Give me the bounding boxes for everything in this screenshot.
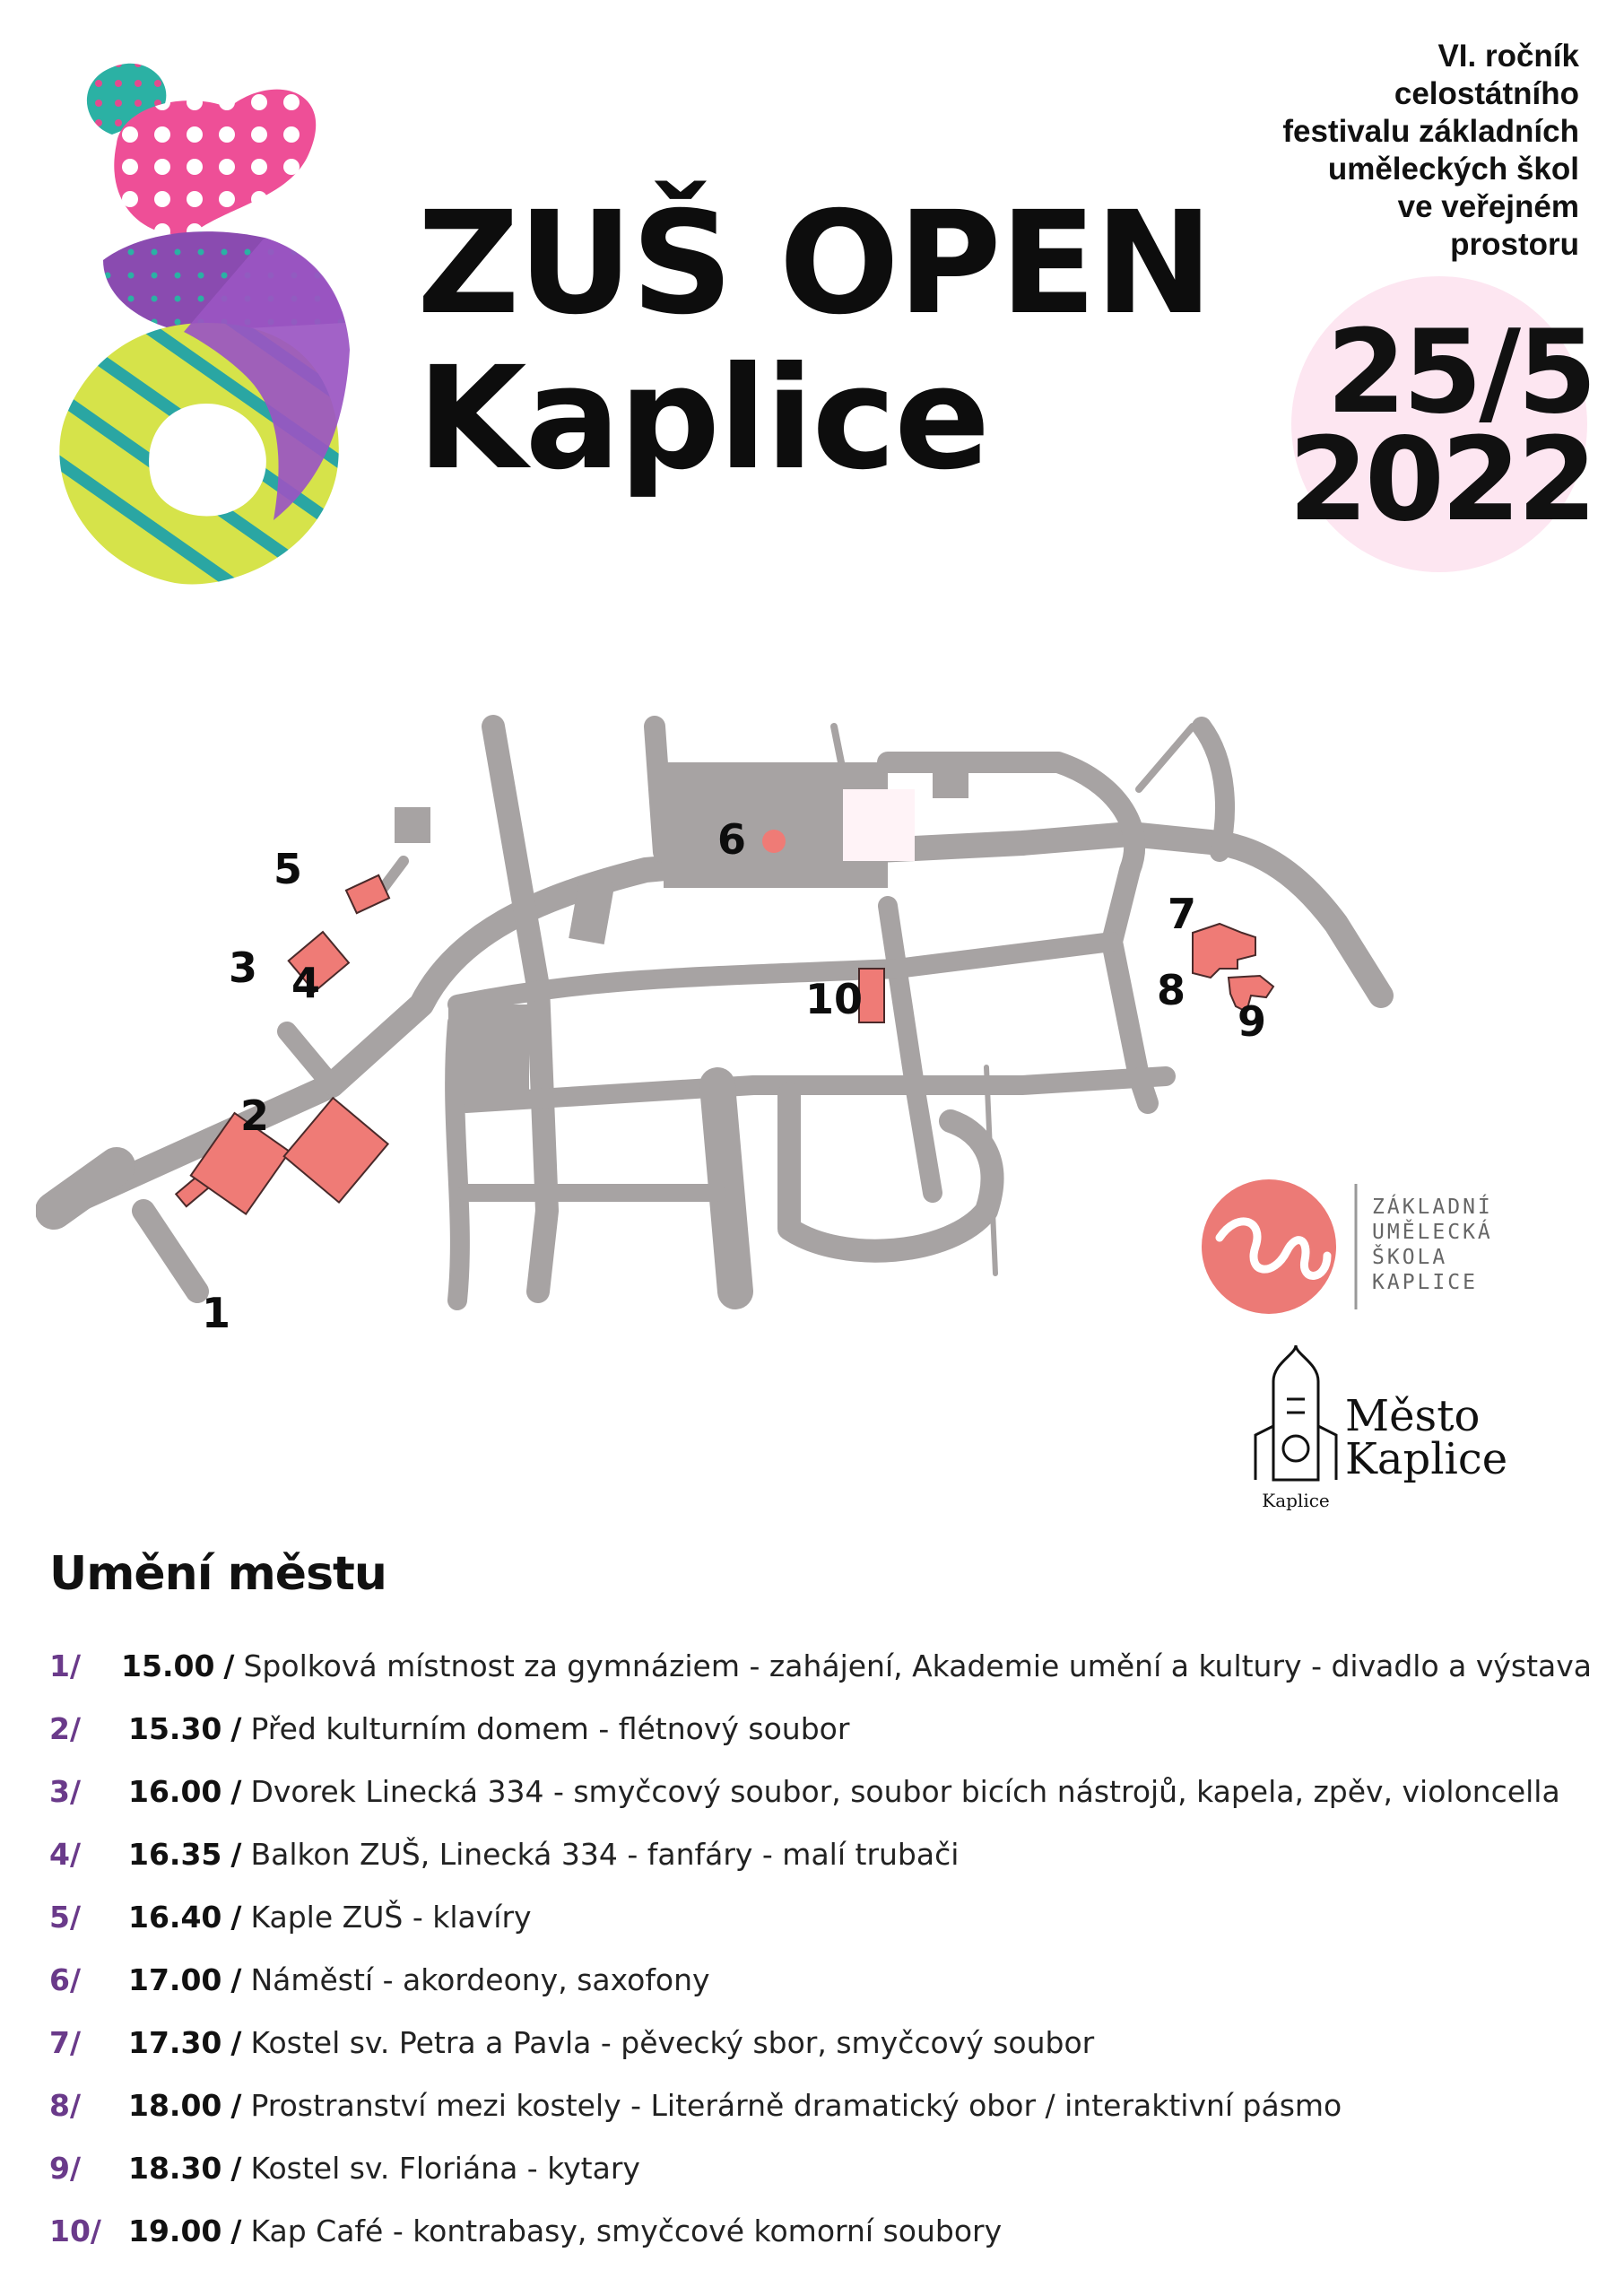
program-item: [49, 1711, 1592, 1774]
map-marker-9: 9: [1238, 997, 1267, 1046]
program-item-separator: /: [230, 2088, 242, 2123]
program-item-separator: /: [230, 1962, 242, 1997]
zus-logo-line: ZÁKLADNÍ: [1372, 1196, 1493, 1219]
program-item-description: Kap Café - kontrabasy, smyčcové komorní soubory: [250, 2213, 1003, 2248]
city-emblem-caption: Kaplice: [1262, 1490, 1330, 1511]
program-item-time: 18.00: [128, 2088, 222, 2123]
edition-line: celostátního: [1394, 76, 1579, 111]
event-date-year: 2022: [1288, 413, 1594, 547]
city-emblem: [1238, 1345, 1354, 1516]
map-marker-4: 4: [291, 959, 321, 1007]
program-item-time: 15.00: [121, 1648, 215, 1683]
program-item-number: 4/: [49, 1837, 82, 1872]
program-item: [49, 2213, 1592, 2276]
zus-open-logo: [49, 54, 372, 610]
program-item-description: Dvorek Linecká 334 - smyčcový soubor, soubor bicích nástrojů, kapela, zpěv, violoncella: [250, 1774, 1560, 1809]
program-item-description: Balkon ZUŠ, Linecká 334 - fanfáry - malí trubači: [250, 1837, 960, 1872]
map-marker-2: 2: [240, 1091, 270, 1140]
program-item: [49, 2025, 1592, 2088]
program-item-number: 5/: [49, 1900, 82, 1935]
program-item-number: 8/: [49, 2088, 82, 2123]
edition-line: VI. ročník: [1437, 39, 1579, 74]
program-item-time: 18.30: [128, 2151, 222, 2186]
program-item-separator: /: [230, 1837, 242, 1872]
program-item-number: 9/: [49, 2151, 82, 2186]
program-item-time: 16.00: [128, 1774, 222, 1809]
map-marker-6: 6: [717, 815, 747, 864]
venue-2b: [284, 1098, 388, 1203]
edition-text: [1203, 38, 1579, 264]
program-item: [49, 1837, 1592, 1900]
program-item-separator: /: [230, 2151, 242, 2186]
city-name-line: Město: [1345, 1391, 1481, 1441]
church-icon: [1255, 1345, 1336, 1480]
square-highlight: [843, 789, 915, 861]
program-item-separator: /: [230, 1900, 242, 1935]
festival-town: Kaplice: [417, 336, 989, 501]
program-item-time: 19.00: [128, 2213, 222, 2248]
program-item-description: Kostel sv. Floriána - kytary: [250, 2151, 640, 2186]
zus-logo-text: [1372, 1195, 1493, 1295]
program-item-number: 2/: [49, 1711, 82, 1746]
program-item-time: 16.35: [128, 1837, 222, 1872]
program-item-number: 6/: [49, 1962, 82, 1997]
program-item-time: 16.40: [128, 1900, 222, 1935]
map-marker-1: 1: [202, 1289, 231, 1337]
program-item-time: 17.30: [128, 2025, 222, 2060]
program-item-separator: /: [230, 1774, 242, 1809]
program-item: [49, 2151, 1592, 2213]
program-item-description: Náměstí - akordeony, saxofony: [250, 1962, 710, 1997]
program-item-time: 17.00: [128, 1962, 222, 1997]
event-date-day: 25/5: [1326, 306, 1594, 439]
venue-7: [1193, 924, 1255, 978]
program-item-description: Před kulturním domem - flétnový soubor: [250, 1711, 850, 1746]
program-item: [49, 2088, 1592, 2151]
program-item-description: Kaple ZUŠ - klavíry: [250, 1900, 532, 1935]
edition-line: festivalu základních: [1282, 114, 1579, 149]
program-item-number: 3/: [49, 1774, 82, 1809]
program-item-description: Prostranství mezi kostely - Literárně dramatický obor / interaktivní pásmo: [250, 2088, 1342, 2123]
program-item-time: 15.30: [128, 1711, 222, 1746]
program-item-separator: /: [230, 2213, 242, 2248]
city-name-line: Kaplice: [1345, 1434, 1508, 1484]
program-item-separator: /: [223, 1648, 235, 1683]
program-item-number: 7/: [49, 2025, 82, 2060]
map-marker-5: 5: [274, 845, 303, 893]
program-item: [49, 1962, 1592, 2025]
program-item: [49, 1774, 1592, 1837]
zus-logo-line: ŠKOLA: [1372, 1246, 1448, 1269]
zus-logo-line: KAPLICE: [1372, 1271, 1478, 1294]
festival-title: ZUŠ OPEN: [417, 181, 1211, 346]
venue-6: [762, 830, 786, 853]
program-list: [49, 1648, 1592, 2276]
program-item-number: 10/: [49, 2213, 101, 2248]
map-marker-7: 7: [1168, 890, 1197, 938]
map-marker-10: 10: [805, 975, 864, 1023]
program-heading: Umění městu: [49, 1547, 386, 1601]
venue-10: [859, 969, 884, 1022]
edition-line: uměleckých škol: [1327, 152, 1579, 187]
logo-pink-blob: [114, 90, 316, 235]
edition-line: ve veřejném: [1397, 189, 1579, 224]
program-item-number: 1/: [49, 1648, 82, 1683]
program-item-description: Spolková místnost za gymnáziem - zahájení, Akademie umění a kultury - divadlo a výstava: [243, 1648, 1592, 1683]
zus-logo-line: UMĚLECKÁ: [1372, 1221, 1493, 1244]
map-marker-3: 3: [229, 944, 258, 992]
program-item-separator: /: [230, 2025, 242, 2060]
program-item: [49, 1900, 1592, 1962]
edition-line: prostoru: [1450, 227, 1579, 262]
program-item: [49, 1648, 1592, 1711]
program-item-separator: /: [230, 1711, 242, 1746]
program-item-description: Kostel sv. Petra a Pavla - pěvecký sbor, smyčcový soubor: [250, 2025, 1095, 2060]
zus-logo-circle: [1202, 1179, 1336, 1314]
map-marker-8: 8: [1157, 966, 1186, 1014]
city-name: [1345, 1391, 1508, 1484]
